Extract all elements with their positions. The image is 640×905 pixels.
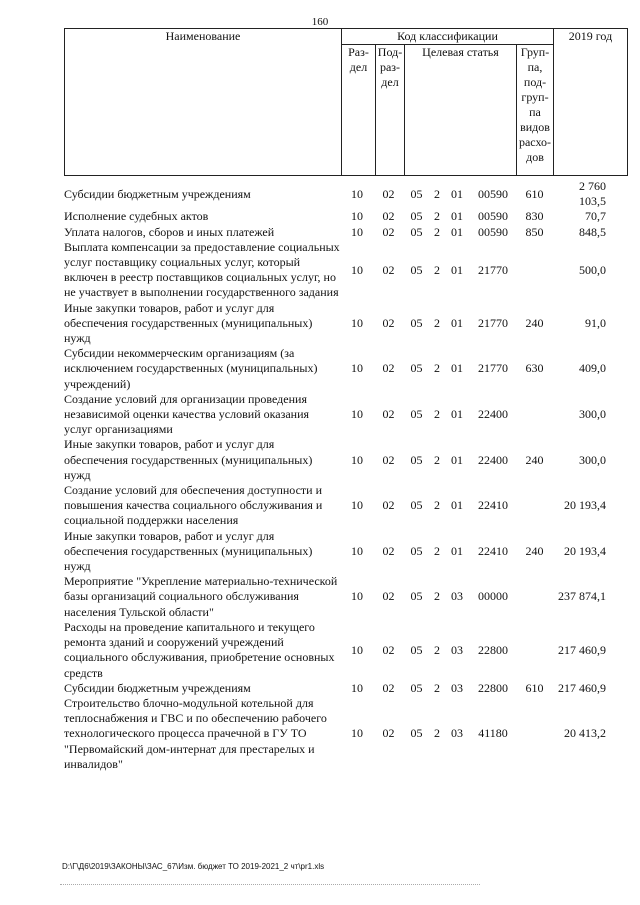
- row-name: Выплата компенсации за предоставление социальных услуг поставщику социальных услуг, который включен в реестр поставщиков социальных услуг, но не участвует в выполнении государственного задания: [64, 239, 340, 300]
- table-row: [64, 681, 610, 696]
- table-row: [64, 179, 610, 209]
- target-program-cell: 05: [410, 543, 423, 558]
- amount-cell: 300,0: [579, 407, 606, 422]
- target-event-cell: 01: [451, 315, 463, 330]
- target-program-cell: 05: [410, 589, 423, 604]
- row-name: Субсидии бюджетным учреждениям: [64, 186, 251, 201]
- target-event-cell: 01: [451, 262, 463, 277]
- row-name: Иные закупки товаров, работ и услуг для обеспечения государственных (муниципальных) нужд: [64, 528, 313, 574]
- header-year: 2019 год: [554, 29, 628, 176]
- subsection-cell: 02: [382, 224, 395, 239]
- target-program-cell: 05: [410, 452, 423, 467]
- target-program-cell: 05: [410, 498, 423, 513]
- subsection-cell: 02: [382, 407, 395, 422]
- target-event-cell: 03: [451, 680, 463, 695]
- target-subprogram-cell: 2: [434, 680, 440, 695]
- amount-cell: 300,0: [579, 452, 606, 467]
- table-header: [64, 28, 628, 176]
- target-event-cell: 03: [451, 642, 463, 657]
- expense-group-cell: 240: [525, 315, 544, 330]
- footer-divider: [60, 884, 480, 885]
- footer-file-path: D:\Г\Д6\2019\ЗАКОНЫ\ЗАС_67\Изм. бюджет ТО 2019-2021_2 чт\pr1.xls: [62, 862, 325, 871]
- target-direction-cell: 22400: [478, 407, 508, 422]
- section-cell: 10: [351, 361, 363, 376]
- amount-cell: 217 460,9: [558, 642, 606, 657]
- row-name: Субсидии бюджетным учреждениям: [64, 680, 251, 695]
- target-direction-cell: 21770: [478, 361, 508, 376]
- section-cell: 10: [351, 726, 363, 741]
- target-program-cell: 05: [410, 680, 423, 695]
- section-cell: 10: [351, 498, 363, 513]
- target-program-cell: 05: [410, 224, 423, 239]
- section-cell: 10: [351, 642, 363, 657]
- row-name: Иные закупки товаров, работ и услуг для обеспечения государственных (муниципальных) нужд: [64, 300, 313, 346]
- section-cell: 10: [351, 407, 363, 422]
- target-event-cell: 01: [451, 452, 463, 467]
- expense-group-cell: 630: [525, 361, 544, 376]
- amount-cell: 70,7: [585, 209, 606, 224]
- row-name: Создание условий для обеспечения доступности и повышения качества социального обслуживания и социальной поддержки населения: [64, 483, 323, 528]
- target-subprogram-cell: 2: [434, 642, 440, 657]
- target-subprogram-cell: 2: [434, 407, 440, 422]
- amount-cell: 409,0: [579, 361, 606, 376]
- section-cell: 10: [351, 224, 363, 239]
- header-expense-group: Груп- па, под- груп- па видов расхо- дов: [517, 45, 554, 176]
- row-name: Иные закупки товаров, работ и услуг для обеспечения государственных (муниципальных) нужд: [64, 437, 313, 482]
- amount-cell: 237 874,1: [558, 589, 606, 604]
- target-event-cell: 01: [451, 209, 463, 224]
- table-row: [64, 529, 610, 575]
- target-direction-cell: 22400: [478, 452, 508, 467]
- amount-cell: 500,0: [579, 262, 606, 277]
- target-subprogram-cell: 2: [434, 361, 440, 376]
- subsection-cell: 02: [382, 726, 395, 741]
- target-program-cell: 05: [410, 262, 423, 277]
- amount-cell: 20 413,2: [564, 726, 606, 741]
- row-name: Мероприятие "Укрепление материально-технической базы организаций социального обслуживания населения Тульской области": [64, 574, 338, 619]
- subsection-cell: 02: [382, 589, 395, 604]
- target-program-cell: 05: [410, 726, 423, 741]
- target-direction-cell: 21770: [478, 315, 508, 330]
- subsection-cell: 02: [382, 642, 395, 657]
- header-subsection: Под- раз- дел: [376, 45, 405, 176]
- amount-cell: 91,0: [585, 315, 606, 330]
- target-event-cell: 01: [451, 224, 463, 239]
- target-event-cell: 01: [451, 186, 463, 201]
- table-body: [64, 179, 610, 772]
- target-direction-cell: 00590: [478, 186, 508, 201]
- target-program-cell: 05: [410, 186, 423, 201]
- target-program-cell: 05: [410, 315, 423, 330]
- target-subprogram-cell: 2: [434, 543, 440, 558]
- target-program-cell: 05: [410, 209, 423, 224]
- target-direction-cell: 00590: [478, 224, 508, 239]
- page-number: 160: [311, 16, 329, 28]
- row-name: Строительство блочно-модульной котельной для теплоснабжения и ГВС и по обеспечению рабочего технологического процесса прачечной в ГУ ТО "Первомайский дом-интернат для престарелых и инвалидов": [64, 695, 327, 771]
- section-cell: 10: [351, 262, 363, 277]
- target-subprogram-cell: 2: [434, 262, 440, 277]
- target-event-cell: 03: [451, 589, 463, 604]
- target-program-cell: 05: [410, 407, 423, 422]
- table-row: [64, 483, 610, 529]
- table-row: [64, 346, 610, 392]
- expense-group-cell: 610: [525, 680, 544, 695]
- subsection-cell: 02: [382, 361, 395, 376]
- target-direction-cell: 22410: [478, 543, 508, 558]
- expense-group-cell: 240: [525, 452, 544, 467]
- subsection-cell: 02: [382, 186, 395, 201]
- target-event-cell: 01: [451, 543, 463, 558]
- expense-group-cell: 850: [525, 224, 544, 239]
- header-classification: Код классификации: [342, 29, 554, 45]
- section-cell: 10: [351, 186, 363, 201]
- table-row: [64, 225, 610, 240]
- amount-cell: 2 760 103,5: [579, 179, 606, 209]
- header-section: Раз- дел: [342, 45, 376, 176]
- section-cell: 10: [351, 452, 363, 467]
- section-cell: 10: [351, 209, 363, 224]
- target-direction-cell: 21770: [478, 262, 508, 277]
- header-name: Наименование: [65, 29, 342, 176]
- subsection-cell: 02: [382, 315, 395, 330]
- target-event-cell: 01: [451, 407, 463, 422]
- amount-cell: 848,5: [579, 224, 606, 239]
- table-row: [64, 392, 610, 438]
- subsection-cell: 02: [382, 498, 395, 513]
- table-row: [64, 574, 610, 620]
- section-cell: 10: [351, 680, 363, 695]
- table-row: [64, 240, 610, 301]
- section-cell: 10: [351, 589, 363, 604]
- row-name: Уплата налогов, сборов и иных платежей: [64, 224, 275, 239]
- target-subprogram-cell: 2: [434, 589, 440, 604]
- expense-group-cell: 830: [525, 209, 544, 224]
- table-row: [64, 696, 610, 772]
- section-cell: 10: [351, 315, 363, 330]
- expense-group-cell: 240: [525, 543, 544, 558]
- amount-cell: 217 460,9: [558, 680, 606, 695]
- subsection-cell: 02: [382, 680, 395, 695]
- target-direction-cell: 00000: [478, 589, 508, 604]
- target-subprogram-cell: 2: [434, 452, 440, 467]
- row-name: Исполнение судебных актов: [64, 209, 209, 224]
- table-row: [64, 437, 610, 483]
- amount-cell: 20 193,4: [564, 543, 606, 558]
- header-target-article: Целевая статья: [405, 45, 517, 176]
- section-cell: 10: [351, 543, 363, 558]
- target-direction-cell: 00590: [478, 209, 508, 224]
- target-subprogram-cell: 2: [434, 224, 440, 239]
- row-name: Расходы на проведение капитального и текущего ремонта зданий и сооружений учреждений социального обслуживания, приобретение основных средств: [64, 619, 335, 680]
- subsection-cell: 02: [382, 209, 395, 224]
- table-row: [64, 301, 610, 347]
- target-event-cell: 03: [451, 726, 463, 741]
- subsection-cell: 02: [382, 543, 395, 558]
- target-subprogram-cell: 2: [434, 315, 440, 330]
- row-name: Создание условий для организации проведения независимой оценки качества условий оказания услуг организациями: [64, 391, 310, 437]
- subsection-cell: 02: [382, 262, 395, 277]
- target-subprogram-cell: 2: [434, 498, 440, 513]
- amount-cell: 20 193,4: [564, 498, 606, 513]
- target-direction-cell: 22800: [478, 642, 508, 657]
- target-program-cell: 05: [410, 642, 423, 657]
- target-program-cell: 05: [410, 361, 423, 376]
- target-subprogram-cell: 2: [434, 726, 440, 741]
- table-row: [64, 620, 610, 681]
- target-subprogram-cell: 2: [434, 186, 440, 201]
- target-subprogram-cell: 2: [434, 209, 440, 224]
- subsection-cell: 02: [382, 452, 395, 467]
- expense-group-cell: 610: [525, 186, 544, 201]
- target-direction-cell: 22410: [478, 498, 508, 513]
- target-event-cell: 01: [451, 498, 463, 513]
- table-row: [64, 209, 610, 224]
- row-name: Субсидии некоммерческим организациям (за исключением государственных (муниципальных) учреждений): [64, 346, 318, 391]
- target-direction-cell: 22800: [478, 680, 508, 695]
- target-event-cell: 01: [451, 361, 463, 376]
- target-direction-cell: 41180: [478, 726, 508, 741]
